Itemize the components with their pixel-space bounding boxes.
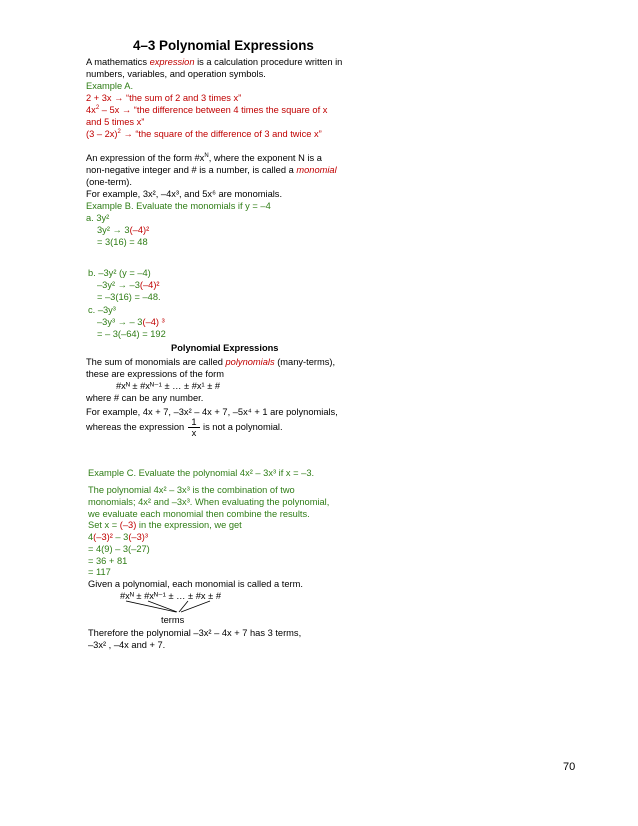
example-b-c-line-2: = – 3(–64) = 192 <box>97 329 166 339</box>
example-c-line-6: = 4(9) – 3(–27) <box>88 544 150 554</box>
section-heading: Polynomial Expressions <box>171 343 279 353</box>
poly-line-4: For example, 4x + 7, –3x² – 4x + 7, –5x⁴ + 1 are polynomials, <box>86 407 338 417</box>
example-a-line-1: 2 + 3x → “the sum of 2 and 3 times x” <box>86 93 242 103</box>
example-b-a-label: a. 3y² <box>86 213 110 223</box>
example-c-heading: Example C. Evaluate the polynomial 4x² – 3x³ if x = –3. <box>88 468 315 478</box>
terms-general-form: #xᴺ ± #xᴺ⁻¹ ± … ± #x ± # <box>120 591 221 601</box>
substituted-value: (–3) <box>119 520 137 530</box>
fraction-denominator: x <box>191 428 197 438</box>
substituted-value: (–4)² <box>129 225 150 235</box>
example-b-label: Example B. Evaluate the monomials if y = –4 <box>86 201 271 211</box>
example-b-a-line-2: = 3(16) = 48 <box>97 237 148 247</box>
term-expression: expression <box>149 57 195 67</box>
terms-intro: Given a polynomial, each monomial is called a term. <box>88 579 303 589</box>
example-b-c-label: c. –3y³ <box>88 305 116 315</box>
expr: 4x <box>86 105 96 115</box>
poly-line-3: where # can be any number. <box>86 393 204 403</box>
expr: (3 – 2x) <box>86 129 118 139</box>
text: The sum of monomials are called <box>86 357 226 367</box>
exponent: N <box>204 152 209 159</box>
example-c-line-7: = 36 + 81 <box>88 556 128 566</box>
monomial-line-3: (one-term). <box>86 177 132 187</box>
intro-text: A mathematics <box>86 57 150 67</box>
text: 3y² → 3 <box>97 225 130 235</box>
example-b-b-label: b. –3y² (y = –4) <box>88 268 151 278</box>
page-title: 4–3 Polynomial Expressions <box>133 38 314 53</box>
example-a-line-4: (3 – 2x)$^2$ → “the square of the difference of 3 and twice x” <box>86 128 322 139</box>
text: – 3 <box>112 532 129 542</box>
page-number: 70 <box>563 761 576 773</box>
poly-general-form: #xᴺ ± #xᴺ⁻¹ ± … ± #x¹ ± # <box>116 381 221 391</box>
poly-line-2: these are expressions of the form <box>86 369 224 379</box>
text: (many-terms), <box>274 357 336 367</box>
text: Set x = <box>88 520 120 530</box>
monomial-line-4: For example, 3x², –4x³, and 5x⁶ are monomials. <box>86 189 283 199</box>
text: 4 <box>88 532 94 542</box>
example-c-line-1: The polynomial 4x² – 3x³ is the combination of two <box>88 485 295 495</box>
terms-label: terms <box>161 615 185 625</box>
term-arrow-4 <box>181 601 210 612</box>
text: An expression of the form #x <box>86 153 205 163</box>
substituted-value: (–3)² <box>93 532 113 542</box>
text: in the expression, we get <box>136 520 242 530</box>
expr-desc: → “the square of the difference of 3 and twice x” <box>120 129 322 139</box>
term-arrow-3 <box>179 601 188 612</box>
example-b-b-line-2: = –3(16) = –48. <box>97 292 161 302</box>
terms-conclusion-2: –3x² , –4x and + 7. <box>88 640 166 650</box>
example-a-line-3: and 5 times x” <box>86 117 145 127</box>
expr-desc: – 5x → “the difference between 4 times the square of x <box>99 105 328 115</box>
example-c-line-2: monomials; 4x² and –3x³. When evaluating the polynomial, <box>88 497 330 507</box>
text: , where the exponent N is a <box>208 153 322 163</box>
text: non-negative integer and # is a number, is called a <box>86 165 297 175</box>
poly-line-5b: is not a polynomial. <box>203 422 283 432</box>
term-arrow-1 <box>126 601 176 612</box>
text: –3y² → –3 <box>97 280 140 290</box>
substituted-value: (–4)² <box>139 280 160 290</box>
intro-line-2: numbers, variables, and operation symbols. <box>86 69 266 79</box>
term-polynomials: polynomials <box>225 357 275 367</box>
substituted-value: (–4) ³ <box>142 317 165 327</box>
poly-line-5a: whereas the expression <box>86 422 185 432</box>
example-a-label: Example A. <box>86 81 134 91</box>
substituted-value: (–3)³ <box>128 532 148 542</box>
fraction-numerator: 1 <box>188 417 200 428</box>
example-c-line-8: = 117 <box>88 567 111 577</box>
terms-conclusion-1: Therefore the polynomial –3x² – 4x + 7 has 3 terms, <box>88 628 302 638</box>
example-a-line-2: $4x^2 - 5x$ → “the difference between 4 times the square of x <box>86 104 328 115</box>
text: –3y³ → – 3 <box>97 317 143 327</box>
example-c-line-3: we evaluate each monomial then combine the results. <box>88 509 310 519</box>
term-monomial: monomial <box>296 165 337 175</box>
intro-text: is a calculation procedure written in <box>194 57 343 67</box>
